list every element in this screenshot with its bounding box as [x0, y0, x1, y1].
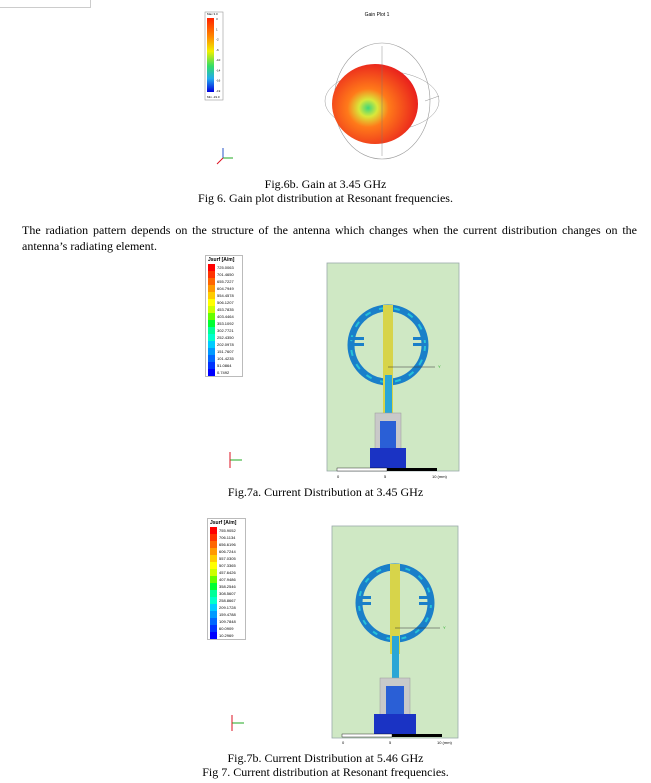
- legend-value: 209.1728: [219, 605, 236, 610]
- fig7b-caption: Fig.7b. Current Distribution at 5.46 GHz: [227, 751, 424, 765]
- axis-triad-icon: [230, 452, 242, 468]
- legend-value: 554.4578: [217, 293, 234, 298]
- axis-triad-icon: [217, 148, 233, 164]
- legend-value: 725.0063: [217, 265, 234, 270]
- fig7a-antenna: [210, 255, 465, 483]
- axis-triad-icon: [232, 715, 244, 731]
- gain-legend-value: -2: [216, 37, 219, 42]
- fig6b-gain-plot: [195, 6, 465, 178]
- fig7a-scale-10: 10 (mm): [432, 474, 447, 479]
- gain-legend-value: 3: [216, 17, 218, 21]
- legend-value: 159.4788: [219, 612, 236, 617]
- legend-value: 151.7607: [217, 349, 234, 354]
- fig7a-legend-title: Jsurf [A/m]: [208, 257, 235, 263]
- gain-legend-value: -6: [216, 47, 219, 52]
- gain-color-bar: [207, 18, 214, 92]
- legend-value: 453.7835: [217, 307, 234, 312]
- legend-value: 656.6196: [219, 542, 236, 547]
- legend-value: 506.1207: [217, 300, 234, 305]
- fig7-caption: Fig 7. Current distribution at Resonant frequencies.: [202, 765, 449, 779]
- svg-text:Y: Y: [438, 364, 441, 369]
- gain-legend-max: Max 3.0: [207, 12, 218, 16]
- fig6-caption: Fig 6. Gain plot distribution at Resonant frequencies.: [198, 191, 453, 205]
- legend-value: 0.7492: [217, 370, 230, 375]
- ground-plane: [374, 714, 416, 736]
- legend-value: 353.1092: [217, 321, 234, 326]
- legend-value: 706.1134: [219, 535, 236, 540]
- gain-legend-value: -10: [216, 58, 221, 63]
- legend-value: 51.0864: [217, 363, 232, 368]
- legend-value: 701.4650: [217, 272, 234, 277]
- fig7a-scale-0: 0: [337, 474, 340, 479]
- ground-plane: [370, 448, 406, 470]
- gain-legend-min: Min -19.0: [207, 95, 220, 99]
- fig7b-scale-5: 5: [389, 740, 392, 745]
- legend-value: 407.9486: [219, 577, 236, 582]
- legend-value: 258.8667: [219, 598, 236, 603]
- legend-value: 252.4350: [217, 335, 234, 340]
- legend-value: 302.7721: [217, 328, 234, 333]
- fig7b-scale-0: 0: [342, 740, 345, 745]
- legend-value: 403.4464: [217, 314, 234, 319]
- gain-legend-value: 1: [216, 27, 218, 32]
- fig7b-legend-title: Jsurf [A/m]: [210, 520, 237, 526]
- legend-value: 202.0978: [217, 342, 234, 347]
- fig7b-scale-10: 10 (mm): [437, 740, 452, 745]
- legend-value: 60.0909: [219, 626, 234, 631]
- gain-radiation-pattern: [332, 64, 418, 144]
- body-paragraph: The radiation pattern depends on the structure of the antenna which changes when the current distribution changes on the antenna’s radiating element.: [22, 223, 637, 253]
- legend-value: 557.0305: [219, 556, 236, 561]
- fig6b-caption: Fig.6b. Gain at 3.45 GHz: [264, 177, 387, 191]
- legend-value: 604.7949: [217, 286, 234, 291]
- legend-value: 655.7227: [217, 279, 234, 284]
- page-header-fragment: [0, 0, 91, 8]
- fig7a-caption: Fig.7a. Current Distribution at 3.45 GHz: [227, 485, 424, 499]
- gain-legend-value: -16: [216, 78, 221, 83]
- fig7b-antenna: [212, 518, 467, 748]
- legend-value: 101.4235: [217, 356, 234, 361]
- fig6b-figure: [195, 6, 465, 178]
- legend-value: 507.3365: [219, 563, 236, 568]
- gain-plot-title: Gain Plot 1: [364, 12, 390, 18]
- legend-value: 358.2546: [219, 584, 236, 589]
- legend-value: 755.9052: [219, 528, 236, 533]
- fig7a-scale-5: 5: [384, 474, 387, 479]
- legend-value: 308.5607: [219, 591, 236, 596]
- gain-legend-value: -19: [216, 89, 221, 93]
- legend-value: 457.6426: [219, 570, 236, 575]
- legend-value: 10.2969: [219, 633, 234, 638]
- svg-text:Y: Y: [443, 625, 446, 630]
- legend-value: 109.7848: [219, 619, 236, 624]
- gain-legend-value: -14: [216, 68, 221, 73]
- legend-value: 606.7244: [219, 549, 236, 554]
